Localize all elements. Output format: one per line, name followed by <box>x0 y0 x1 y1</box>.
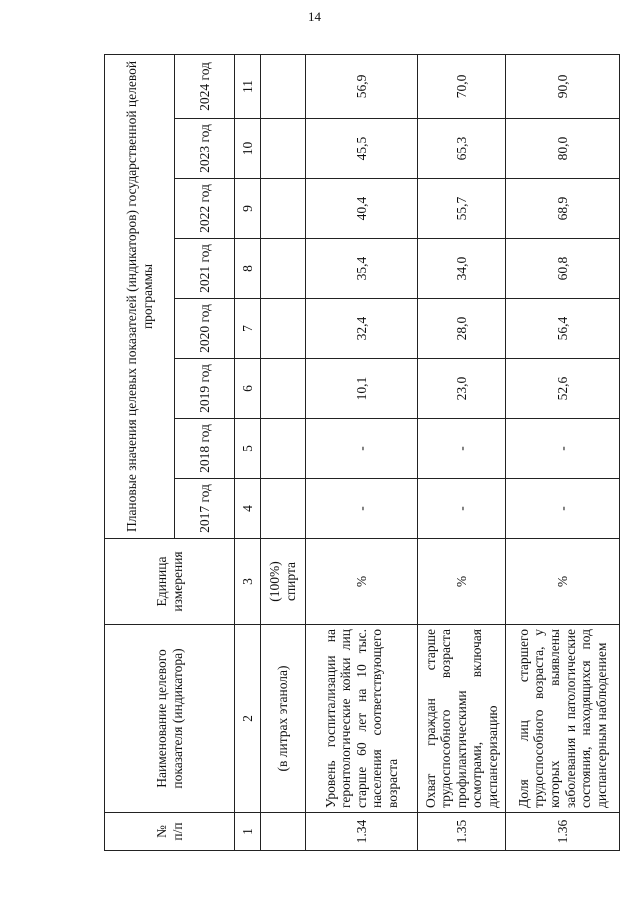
row-value: 56,4 <box>506 299 620 359</box>
column-number: 6 <box>235 359 261 419</box>
row-value: 68,9 <box>506 179 620 239</box>
row-no: 1.35 <box>418 813 506 851</box>
rotated-table-container <box>104 55 619 851</box>
column-number: 1 <box>235 813 261 851</box>
row-value: 23,0 <box>418 359 506 419</box>
row-value: 32,4 <box>306 299 418 359</box>
column-number: 10 <box>235 119 261 179</box>
row-value: 28,0 <box>418 299 506 359</box>
empty-cell <box>261 479 306 539</box>
table-row <box>306 54 418 850</box>
row-unit: % <box>306 539 418 625</box>
header-year: 2017 год <box>175 479 235 539</box>
table-row <box>506 54 620 850</box>
header-year: 2019 год <box>175 359 235 419</box>
row-value: 60,8 <box>506 239 620 299</box>
table-row <box>418 54 506 850</box>
row-value: 80,0 <box>506 119 620 179</box>
empty-cell <box>261 299 306 359</box>
header-unit: Единица измерения <box>105 539 235 625</box>
row-value: - <box>506 419 620 479</box>
row-value: - <box>506 479 620 539</box>
indicators-table <box>104 54 620 851</box>
column-number: 11 <box>235 54 261 118</box>
column-number: 5 <box>235 419 261 479</box>
row-value: 45,5 <box>306 119 418 179</box>
row-no: 1.34 <box>306 813 418 851</box>
empty-cell <box>261 119 306 179</box>
continuation-name: (в литрах этанола) <box>261 625 306 813</box>
empty-cell <box>261 179 306 239</box>
row-unit: % <box>418 539 506 625</box>
header-year: 2024 год <box>175 54 235 118</box>
row-unit: % <box>506 539 620 625</box>
empty-cell <box>261 419 306 479</box>
row-value: 10,1 <box>306 359 418 419</box>
row-value: 34,0 <box>418 239 506 299</box>
row-value: - <box>418 479 506 539</box>
header-year: 2020 год <box>175 299 235 359</box>
row-value: 52,6 <box>506 359 620 419</box>
row-name: Доля лиц старшего трудоспособного возраста, у которых выявлены заболевания и патологические состояния, находящихся под диспансерным наблюдением <box>506 625 620 813</box>
row-value: 56,9 <box>306 54 418 118</box>
row-value: 90,0 <box>506 54 620 118</box>
row-no: 1.36 <box>506 813 620 851</box>
row-name: Уровень госпитализации на геронтологические койки лиц старше 60 лет на 10 тыс. населения соответствующего возраста <box>306 625 418 813</box>
row-value: 55,7 <box>418 179 506 239</box>
empty-cell <box>261 239 306 299</box>
header-year: 2018 год <box>175 419 235 479</box>
column-number: 3 <box>235 539 261 625</box>
column-number: 9 <box>235 179 261 239</box>
header-year: 2021 год <box>175 239 235 299</box>
row-value: - <box>418 419 506 479</box>
header-no: № п/п <box>105 813 235 851</box>
header-plan: Плановые значения целевых показателей (индикаторов) государственной целевой программы <box>105 54 175 538</box>
header-name: Наименование целевого показателя (индикатора) <box>105 625 235 813</box>
empty-cell <box>261 359 306 419</box>
row-value: 40,4 <box>306 179 418 239</box>
column-number: 7 <box>235 299 261 359</box>
row-value: 35,4 <box>306 239 418 299</box>
row-value: - <box>306 419 418 479</box>
row-value: 65,3 <box>418 119 506 179</box>
header-year: 2022 год <box>175 179 235 239</box>
header-year: 2023 год <box>175 119 235 179</box>
row-value: - <box>306 479 418 539</box>
row-value: 70,0 <box>418 54 506 118</box>
empty-cell <box>261 54 306 118</box>
column-number: 2 <box>235 625 261 813</box>
continuation-unit: (100%) спирта <box>261 539 306 625</box>
column-number: 8 <box>235 239 261 299</box>
page-number: 14 <box>308 9 321 24</box>
continuation-no <box>261 813 306 851</box>
row-name: Охват граждан старше трудоспособного возраста профилактическими осмотрами, включая диспансеризацию <box>418 625 506 813</box>
column-number: 4 <box>235 479 261 539</box>
